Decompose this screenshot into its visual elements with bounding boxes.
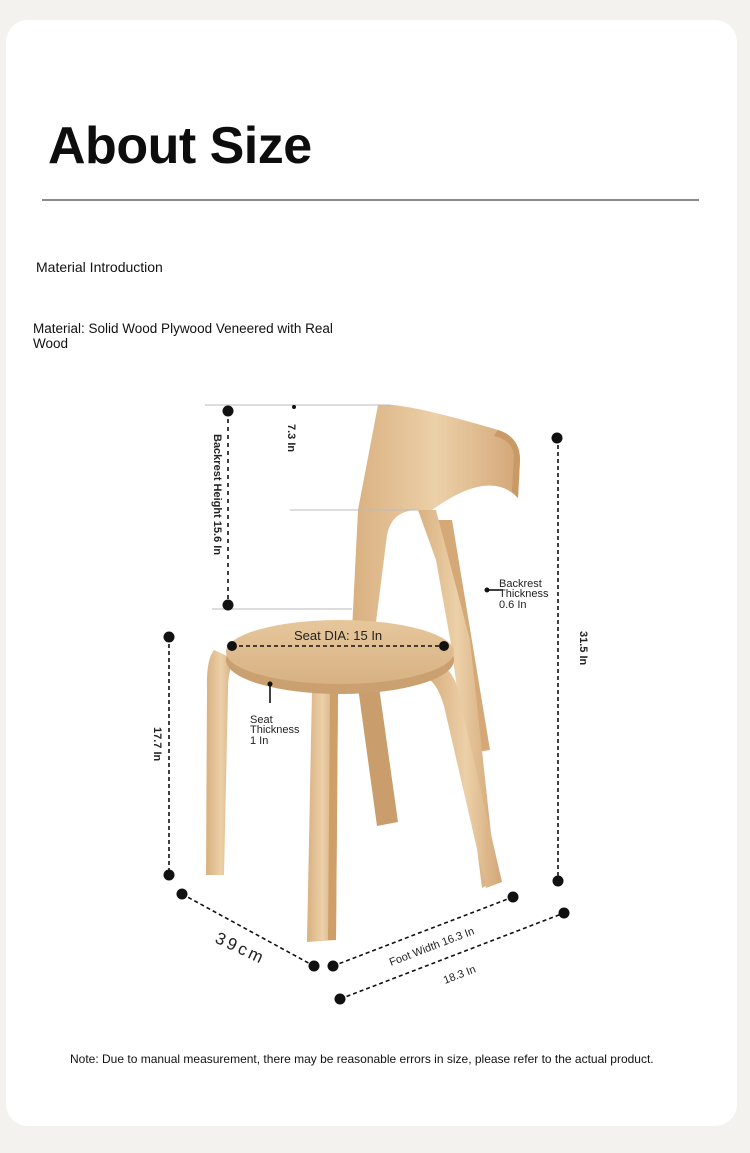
measurement-note: Note: Due to manual measurement, there may be reasonable errors in size, please refer to the actual product. bbox=[70, 1052, 654, 1066]
backrest-thickness-label-2: Thickness bbox=[499, 588, 549, 600]
chair-illustration bbox=[206, 405, 520, 942]
page-title: About Size bbox=[48, 117, 312, 175]
backrest-thickness-label-1: Backrest bbox=[499, 578, 542, 590]
seat-thickness-label-3: 1 In bbox=[250, 735, 269, 747]
material-description: Material: Solid Wood Plywood Veneered with Real Wood bbox=[33, 321, 333, 351]
backrest-height-label: Backrest Height 15.6 In bbox=[211, 434, 223, 556]
total-height-label: 31.5 In bbox=[577, 631, 589, 666]
seat-diameter-label: Seat DIA: 15 In bbox=[294, 628, 383, 643]
depth-label: 39cm bbox=[212, 928, 269, 969]
foot-width-label: Foot Width 16.3 In bbox=[387, 925, 476, 969]
section-heading: Material Introduction bbox=[36, 259, 163, 275]
top-gap-label: 7.3 In bbox=[285, 424, 297, 453]
seat-height-label: 17.7 In bbox=[151, 727, 163, 762]
seat-thickness-label-2: Thickness bbox=[250, 724, 300, 736]
seat-thickness-label-1: Seat bbox=[250, 714, 273, 726]
total-width-label: 18.3 In bbox=[441, 963, 478, 987]
backrest-thickness-label-3: 0.6 In bbox=[499, 599, 527, 611]
